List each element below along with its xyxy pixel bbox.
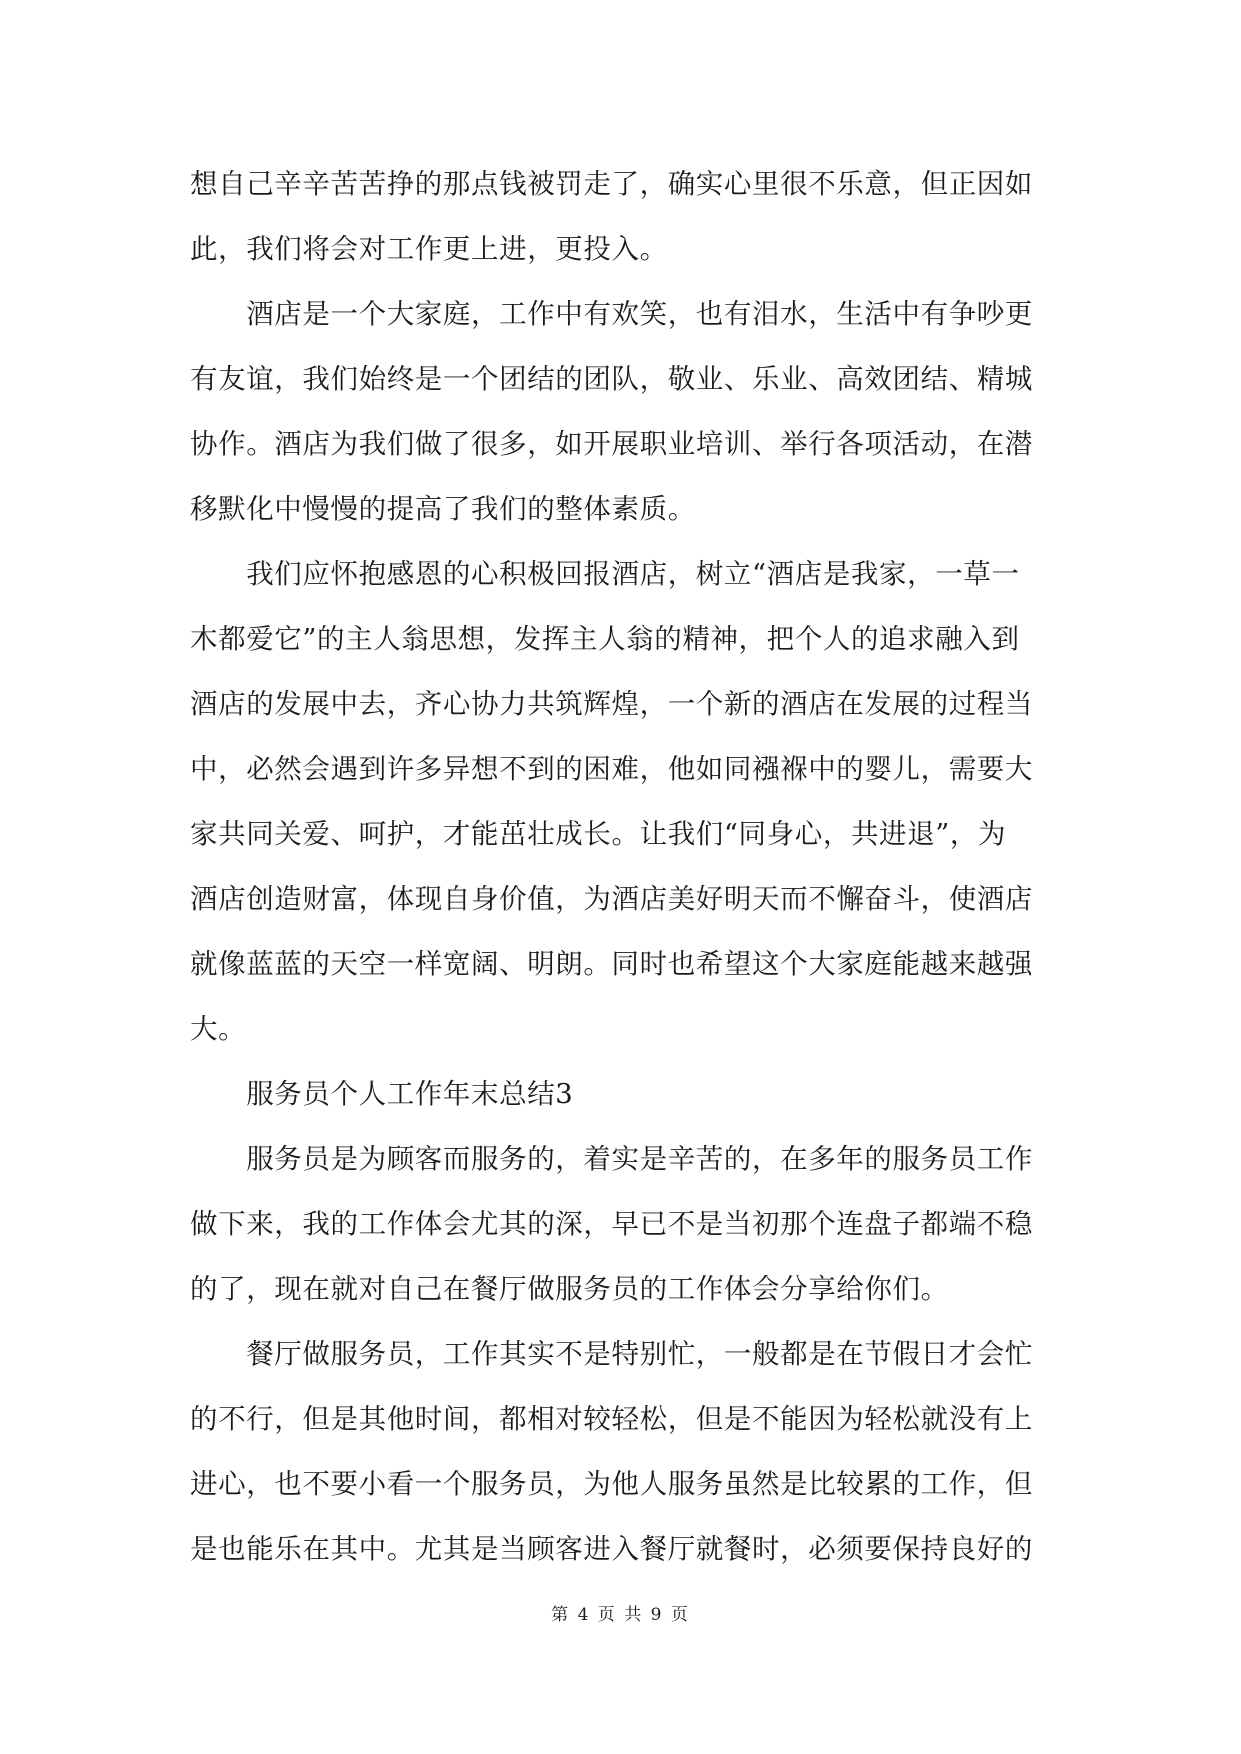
text-line: 中，必然会遇到许多异想不到的困难，他如同襁褓中的婴儿，需要大: [190, 753, 1033, 785]
text-line: 我们应怀抱感恩的心积极回报酒店，树立“酒店是我家，一草一: [190, 558, 1020, 590]
text-line: 想自己辛辛苦苦挣的那点钱被罚走了，确实心里很不乐意，但正因如: [190, 168, 1033, 200]
text-line: 协作。酒店为我们做了很多，如开展职业培训、举行各项活动，在潜: [190, 428, 1033, 460]
text-line: 有友谊，我们始终是一个团结的团队，敬业、乐业、高效团结、精城: [190, 363, 1033, 395]
text-line: 家共同关爱、呵护，才能茁壮成长。让我们“同身心，共进退”，为: [190, 818, 1007, 850]
text-line: 的不行，但是其他时间，都相对较轻松，但是不能因为轻松就没有上: [190, 1403, 1033, 1435]
text-line: 酒店创造财富，体现自身价值，为酒店美好明天而不懈奋斗，使酒店: [190, 883, 1033, 915]
text-line: 是也能乐在其中。尤其是当顾客进入餐厅就餐时，必须要保持良好的: [190, 1533, 1033, 1565]
text-line: 就像蓝蓝的天空一样宽阔、明朗。同时也希望这个大家庭能越来越强: [190, 948, 1033, 980]
text-line: 移默化中慢慢的提高了我们的整体素质。: [190, 493, 696, 525]
text-line: 大。: [190, 1013, 247, 1045]
section-heading: 服务员个人工作年末总结3: [190, 1078, 574, 1110]
text-line: 进心，也不要小看一个服务员，为他人服务虽然是比较累的工作，但: [190, 1468, 1033, 1500]
text-line: 酒店的发展中去，齐心协力共筑辉煌，一个新的酒店在发展的过程当: [190, 688, 1033, 720]
text-line: 的了，现在就对自己在餐厅做服务员的工作体会分享给你们。: [190, 1273, 949, 1305]
text-line: 木都爱它”的主人翁思想，发挥主人翁的精神，把个人的追求融入到: [190, 623, 1020, 655]
text-line: 餐厅做服务员，工作其实不是特别忙，一般都是在节假日才会忙: [190, 1338, 1033, 1370]
text-line: 做下来，我的工作体会尤其的深，早已不是当初那个连盘子都端不稳: [190, 1208, 1033, 1240]
page-number-footer: 第 4 页 共 9 页: [551, 1605, 690, 1625]
text-line: 此，我们将会对工作更上进，更投入。: [190, 233, 668, 265]
body-text: [190, 152, 1052, 1582]
text-line: 酒店是一个大家庭，工作中有欢笑，也有泪水，生活中有争吵更: [190, 298, 1033, 330]
text-line: 服务员是为顾客而服务的，着实是辛苦的，在多年的服务员工作: [190, 1143, 1033, 1175]
